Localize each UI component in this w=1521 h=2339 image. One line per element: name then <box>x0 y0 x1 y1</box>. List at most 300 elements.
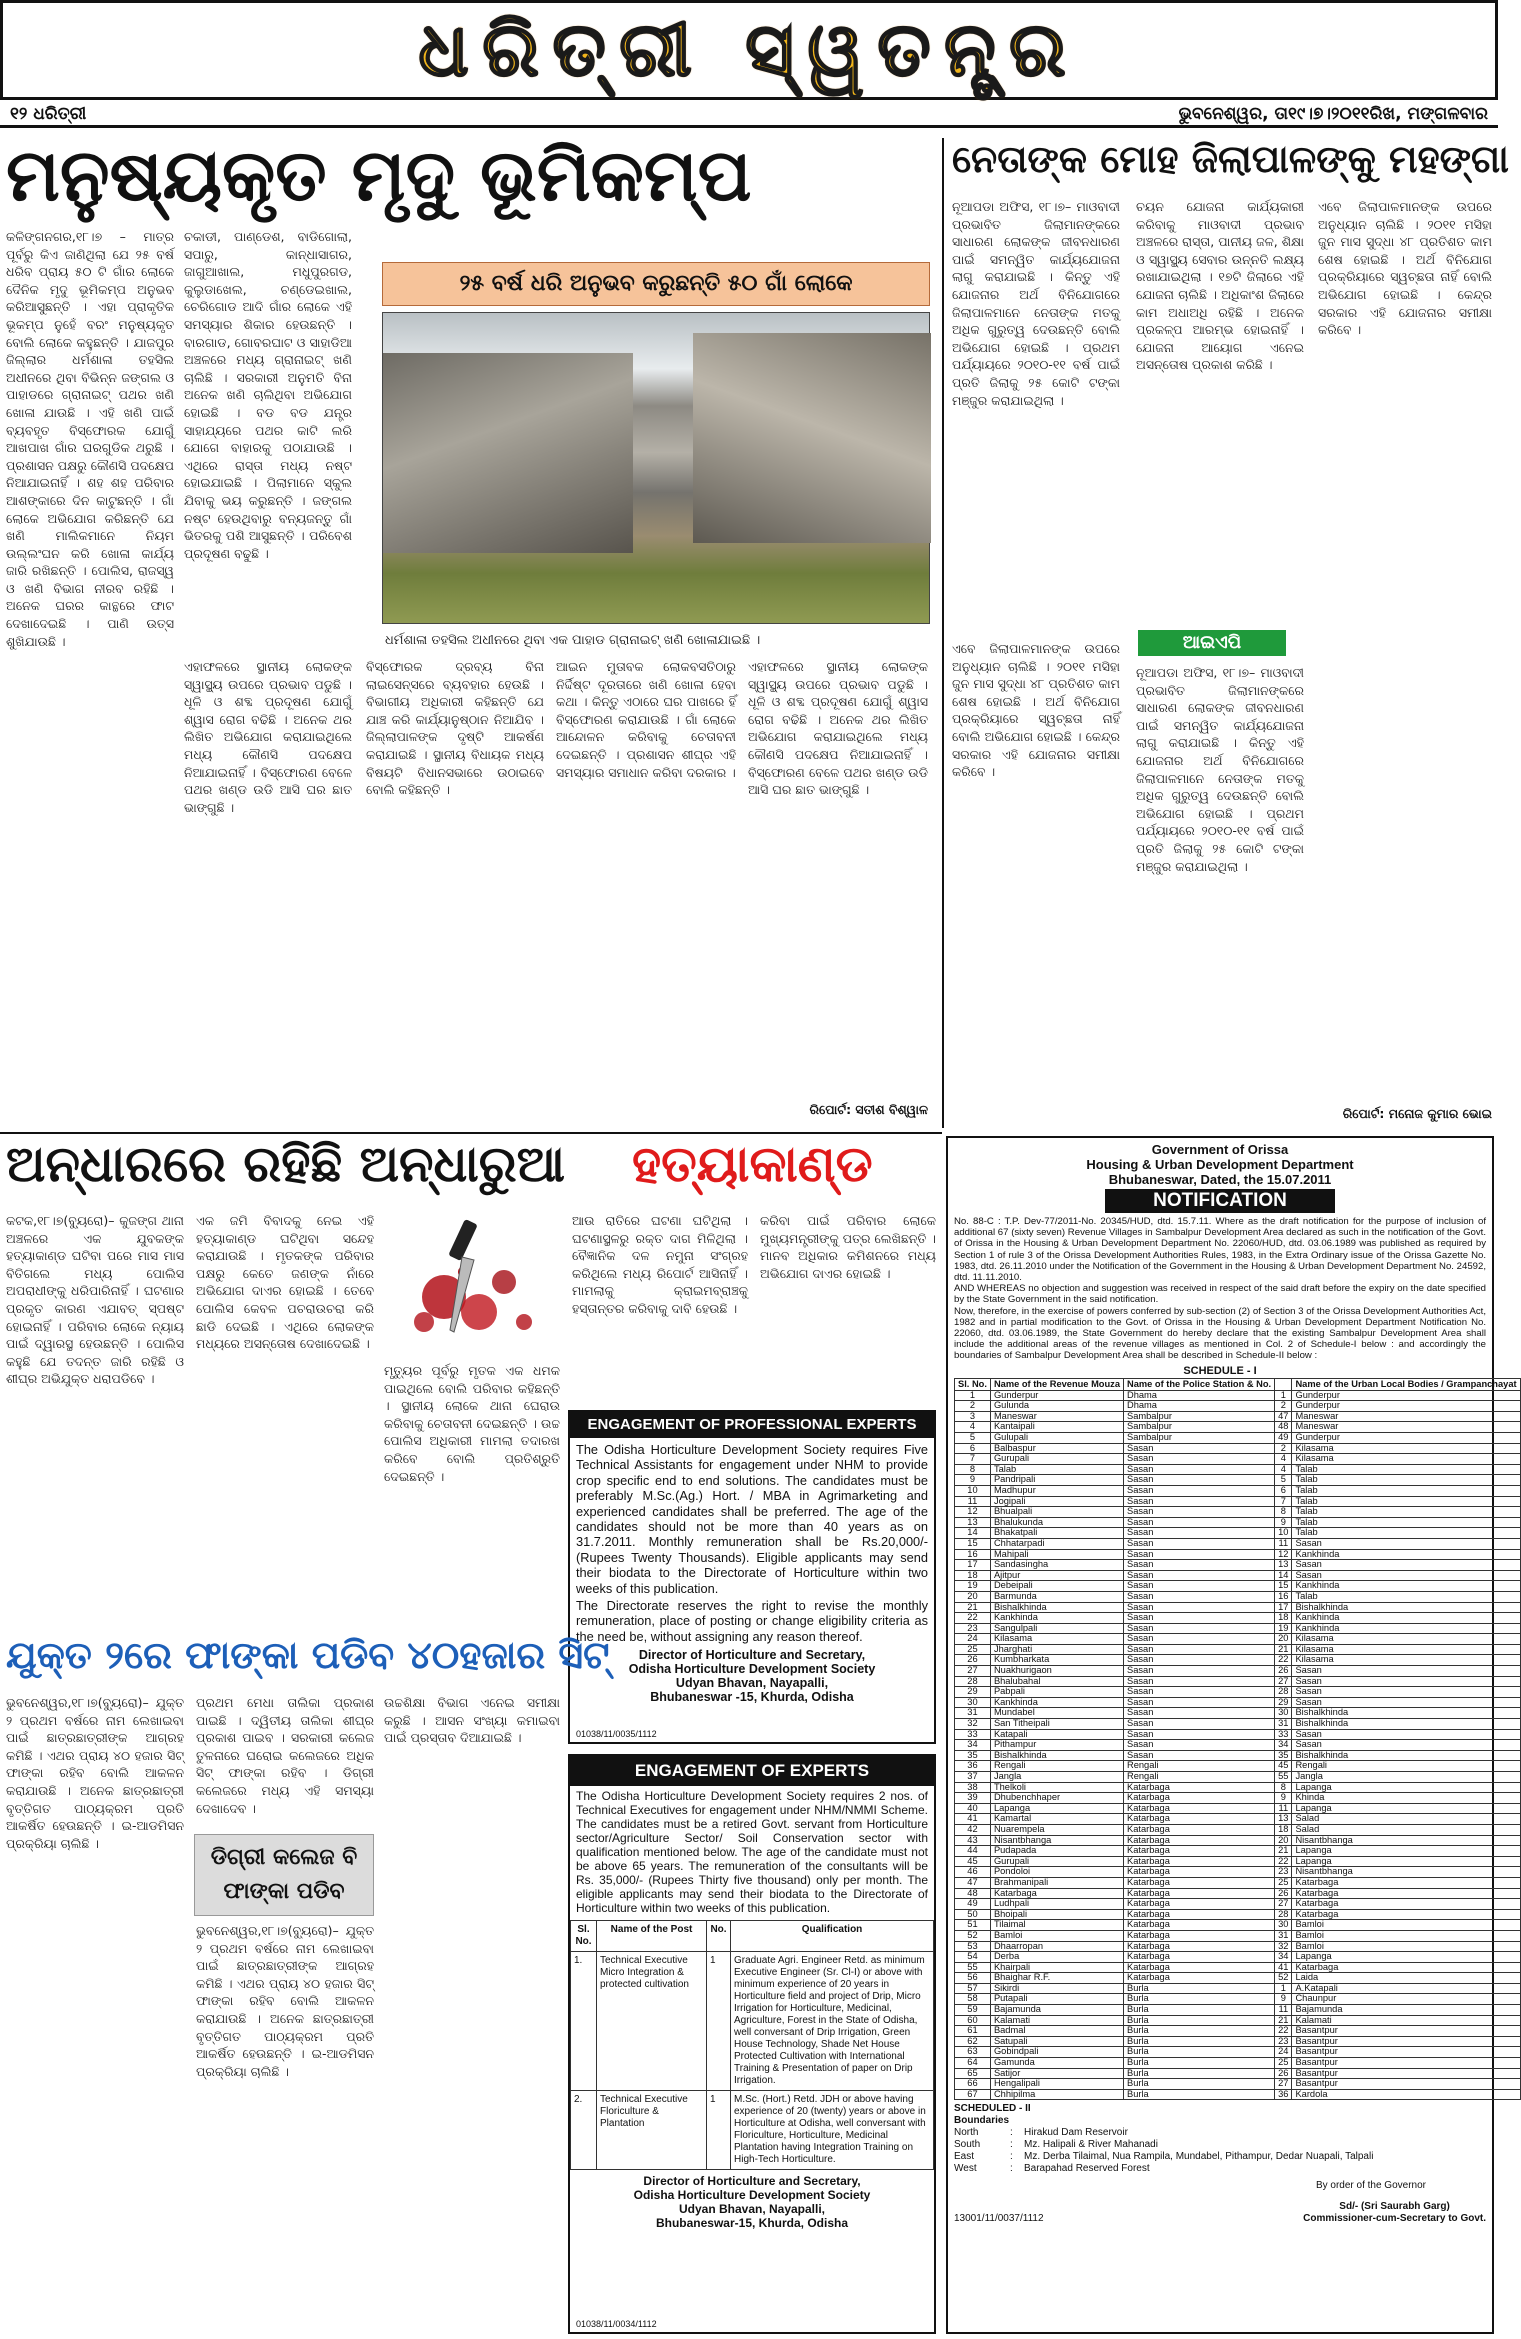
schedule-cell: 28 <box>1275 1909 1292 1920</box>
story4-subhead-box: ଡିଗ୍ରୀ କଲେଜ ବି ଫାଙ୍କା ପଡିବ <box>194 1834 374 1916</box>
schedule-cell: Dhaarropan <box>990 1941 1123 1952</box>
schedule-cell: Chhatarpadi <box>990 1538 1123 1549</box>
schedule-cell: Sasan <box>1124 1560 1275 1571</box>
schedule-cell: Burla <box>1124 2079 1275 2090</box>
schedule-cell: 67 <box>955 2089 991 2100</box>
schedule-cell: Burla <box>1124 1983 1275 1994</box>
schedule-cell: 21 <box>955 1602 991 1613</box>
schedule-cell: Kilasama <box>1292 1634 1520 1645</box>
schedule-cell: 4 <box>955 1422 991 1433</box>
schedule-cell: 53 <box>955 1941 991 1952</box>
schedule-cell: Bishalkhinda <box>990 1750 1123 1761</box>
schedule-cell: Jangla <box>1292 1772 1520 1783</box>
schedule-cell: 17 <box>1275 1602 1292 1613</box>
schedule-cell: Gunderpur <box>1292 1401 1520 1412</box>
schedule-cell: 65 <box>955 2068 991 2079</box>
story2-col3: ଏବେ ଜିଲାପାଳମାନଙ୍କ ଉପରେ ଅନୁଧ୍ୟାନ ଚାଲିଛି । ୨୦୧୧ ମସିହା ଜୁନ ମାସ ସୁଦ୍ଧା ୪୮ ପ୍ରତିଶତ କାମ ଶେଷ ହୋଇଛି । ଅର୍ଥ ବିନିଯୋଗ ପ୍ରକ୍ରିୟାରେ ସ୍ୱଚ୍ଛତା ନାହିଁ ବୋଲି ଅଭିଯୋଗ ହୋଇଛି । କେନ୍ଦ୍ର ସରକାର ଏହି ଯୋଜନାର ସମୀକ୍ଷା କରିବେ । <box>1318 199 1492 338</box>
schedule-row <box>955 1602 1521 1613</box>
schedule-cell: Sasan <box>1124 1666 1275 1677</box>
schedule-cell: Katarbaga <box>1124 1814 1275 1825</box>
schedule-row <box>955 1793 1521 1804</box>
schedule-cell: Sasan <box>1292 1560 1520 1571</box>
schedule-cell: Gobindpali <box>990 2047 1123 2058</box>
schedule-cell: Katarbaga <box>1124 1877 1275 1888</box>
schedule-cell: 27 <box>1275 1676 1292 1687</box>
schedule-cell: 45 <box>955 1856 991 1867</box>
schedule-cell: Lapanga <box>1292 1856 1520 1867</box>
schedule-cell: Sasan <box>1124 1549 1275 1560</box>
schedule-row <box>955 1485 1521 1496</box>
story4-col1: ଭୁବନେଶ୍ୱର,୧୮।୭(ବ୍ୟୁରୋ)– ଯୁକ୍ତ ୨ ପ୍ରଥମ ବର୍ଷରେ ନାମ ଲେଖାଇବା ପାଇଁ ଛାତ୍ରଛାତ୍ରୀଙ୍କ ଆଗ୍ରହ କମିଛି । ଏଥର ପ୍ରାୟ ୪୦ ହଜାର ସିଟ୍ ଫାଙ୍କା ରହିବ ବୋଲି ଆକଳନ କରାଯାଉଛି । ଅନେକ ଛାତ୍ରଛାତ୍ରୀ ବୃତ୍ତିଗତ ପାଠ୍ୟକ୍ରମ ପ୍ରତି ଆକର୍ଷିତ ହେଉଛନ୍ତି । ଇ-ଆଡମିସନ ପ୍ରକ୍ରିୟା ଚାଲିଛି । <box>6 1695 184 1851</box>
sched-th-mouza: Name of the Revenue Mouza <box>990 1378 1123 1390</box>
schedule-cell: Burla <box>1124 2047 1275 2058</box>
cell: Technical Executive Floriculture & Plantation <box>597 2091 707 2170</box>
schedule-cell: Jogipali <box>990 1496 1123 1507</box>
schedule-cell: 2 <box>955 1401 991 1412</box>
schedule-row <box>955 2079 1521 2090</box>
schedule-cell: Sambalpur <box>1124 1411 1275 1422</box>
schedule-cell: Katarbaga <box>1124 1952 1275 1963</box>
table-row <box>571 1952 934 2091</box>
schedule-title: SCHEDULE - I <box>1183 1364 1257 1377</box>
schedule-cell: Katarbaga <box>1124 1962 1275 1973</box>
schedule-cell: 8 <box>1275 1507 1292 1518</box>
schedule-cell: 23 <box>1275 2036 1292 2047</box>
schedule-cell: Sasan <box>1124 1708 1275 1719</box>
schedule-cell: Burla <box>1124 2058 1275 2069</box>
ad2-title: ENGAGEMENT OF EXPERTS <box>570 1756 934 1786</box>
schedule-cell: Sasan <box>1124 1676 1275 1687</box>
schedule-cell: 63 <box>955 2047 991 2058</box>
story2-col2: ଚୟନ ଯୋଜନା କାର୍ଯ୍ୟକାରୀ କରିବାକୁ ମାଓବାଦୀ ପ୍ରଭାବ ଅଞ୍ଚଳରେ ରାସ୍ତା, ପାନୀୟ ଜଳ, ଶିକ୍ଷା ଓ ସ୍ୱାସ୍ଥ୍ୟ ସେବାର ଉନ୍ନତି ଲକ୍ଷ୍ୟ ରଖାଯାଇଥିଲା । ୧୭ଟି ଜିଲାରେ ଏହି ଯୋଜନା ଚାଲିଛି । ଅଧିକାଂଶ ଜିଲାରେ କାମ ଅଧାଅଧି ରହିଛି । ଅନେକ ପ୍ରକଳ୍ପ ଆରମ୍ଭ ହୋଇନାହିଁ । ଯୋଜନା ଆୟୋଗ ଏନେଇ ଅସନ୍ତୋଷ ପ୍ରକାଶ କରିଛି । <box>1136 199 1304 373</box>
schedule-cell: 56 <box>955 1973 991 1984</box>
ad-experts <box>568 1754 936 2334</box>
notice-title: NOTIFICATION <box>1105 1189 1335 1213</box>
schedule-row <box>955 1538 1521 1549</box>
schedule-row <box>955 1634 1521 1645</box>
schedule-cell: Satijor <box>990 2068 1123 2079</box>
knife-illustration <box>384 1212 554 1357</box>
sched-th-ulb: Name of the Urban Local Bodies / Grampanchayat <box>1292 1378 1520 1390</box>
schedule-row <box>955 1962 1521 1973</box>
sched-th-ps: Name of the Police Station & No. <box>1124 1378 1275 1390</box>
schedule-row <box>955 1676 1521 1687</box>
schedule-cell: Dhubenchhaper <box>990 1793 1123 1804</box>
schedule-cell: Kardola <box>1292 2089 1520 2100</box>
schedule-cell: Ludhpali <box>990 1899 1123 1910</box>
schedule-row <box>955 1401 1521 1412</box>
schedule-row <box>955 1433 1521 1444</box>
schedule-cell: Basantpur <box>1292 2026 1520 2037</box>
schedule-cell: Gunderpur <box>1292 1433 1520 1444</box>
schedule-cell: 35 <box>1275 1750 1292 1761</box>
schedule-cell: Talab <box>1292 1485 1520 1496</box>
schedule-cell: Sasan <box>1124 1581 1275 1592</box>
schedule-cell: 36 <box>1275 2089 1292 2100</box>
story1-col5: ଏହାଫଳରେ ସ୍ଥାନୀୟ ଲୋକଙ୍କ ସ୍ୱାସ୍ଥ୍ୟ ଉପରେ ପ୍ରଭାବ ପଡୁଛି । ଧୂଳି ଓ ଶବ୍ଦ ପ୍ରଦୂଷଣ ଯୋଗୁଁ ଶ୍ୱାସ ରୋଗ ବଢିଛି । ଅନେକ ଥର ଲିଖିତ ଅଭିଯୋଗ କରାଯାଇଥିଲେ ମଧ୍ୟ କୌଣସି ପଦକ୍ଷେପ ନିଆଯାଇନାହିଁ । ବିସ୍ଫୋରଣ ବେଳେ ପଥର ଖଣ୍ଡ ଉଡି ଆସି ଘର ଛାତ ଭାଙ୍ଗୁଛି । <box>748 659 928 798</box>
schedule-cell: Katarbaga <box>1292 1888 1520 1899</box>
schedule-cell: Katarbaga <box>990 1888 1123 1899</box>
schedule-cell: Basantpur <box>1292 2079 1520 2090</box>
schedule-cell: Rengali <box>1124 1761 1275 1772</box>
schedule-cell: 51 <box>955 1920 991 1931</box>
schedule-cell: Sasan <box>1124 1697 1275 1708</box>
schedule-cell: Kalamati <box>1292 2015 1520 2026</box>
schedule-cell: Burla <box>1124 2005 1275 2016</box>
schedule-cell: 1 <box>1275 1983 1292 1994</box>
cell: Technical Executive Micro Integration & protected cultivation <box>597 1952 707 2091</box>
schedule-cell: 8 <box>955 1464 991 1475</box>
ad1-sig3: Udyan Bhavan, Nayapalli, <box>675 1676 829 1691</box>
schedule-cell: 18 <box>1275 1824 1292 1835</box>
schedule-cell: Sasan <box>1124 1454 1275 1465</box>
schedule-cell: 4 <box>1275 1454 1292 1465</box>
ad1-code: 01038/11/0035/1112 <box>576 1729 657 1739</box>
schedule-cell: 1 <box>1275 1390 1292 1401</box>
schedule-cell: 23 <box>955 1623 991 1634</box>
schedule-cell: Sasan <box>1124 1517 1275 1528</box>
story1-kicker: ୨୫ ବର୍ଷ ଧରି ଅନୁଭବ କରୁଛନ୍ତି ୫୦ ଗାଁ ଲୋକେ <box>382 262 930 306</box>
schedule-cell: Kankhinda <box>990 1613 1123 1624</box>
schedule-cell: Bhalukunda <box>990 1517 1123 1528</box>
schedule-cell: Gamunda <box>990 2058 1123 2069</box>
schedule-cell: 30 <box>955 1697 991 1708</box>
schedule-cell: 2 <box>1275 1401 1292 1412</box>
story1-col4: ଆଇନ ମୁତାବକ ଲୋକବସତିଠାରୁ ନିର୍ଦ୍ଦିଷ୍ଟ ଦୂରତାରେ ଖଣି ଖୋଳା ହେବା କଥା । କିନ୍ତୁ ଏଠାରେ ଘର ପାଖରେ ହିଁ ବିସ୍ଫୋରଣ କରାଯାଉଛି । ଗାଁ ଲୋକେ ଆନ୍ଦୋଳନ କରିବାକୁ ଚେତାବନୀ ଦେଇଛନ୍ତି । ପ୍ରଶାସନ ଶୀଘ୍ର ଏହି ସମସ୍ୟାର ସମାଧାନ କରିବା ଦରକାର । <box>556 659 736 780</box>
schedule-cell: 2 <box>1275 1443 1292 1454</box>
schedule-cell: Kilasama <box>1292 1443 1520 1454</box>
boundary-row: South : Mz. Halipali & River Mahanadi <box>954 2139 1158 2151</box>
schedule-row <box>955 1581 1521 1592</box>
schedule-cell: Katarbaga <box>1124 1930 1275 1941</box>
schedule-row <box>955 1994 1521 2005</box>
schedule-cell: Bamloi <box>1292 1930 1520 1941</box>
schedule-cell: Bhoipali <box>990 1909 1123 1920</box>
notice-dept: Housing & Urban Development Department <box>1086 1157 1354 1172</box>
schedule-row <box>955 1623 1521 1634</box>
schedule-row <box>955 1655 1521 1666</box>
schedule-cell: 48 <box>1275 1422 1292 1433</box>
schedule-row <box>955 1856 1521 1867</box>
schedule-cell: Nisantbhanga <box>1292 1867 1520 1878</box>
schedule-cell: Sasan <box>1124 1655 1275 1666</box>
schedule-cell: 22 <box>1275 1856 1292 1867</box>
schedule-cell: Satupali <box>990 2036 1123 2047</box>
schedule-cell: Sasan <box>1292 1687 1520 1698</box>
story1-col2b: ଏହାଫଳରେ ସ୍ଥାନୀୟ ଲୋକଙ୍କ ସ୍ୱାସ୍ଥ୍ୟ ଉପରେ ପ୍ରଭାବ ପଡୁଛି । ଧୂଳି ଓ ଶବ୍ଦ ପ୍ରଦୂଷଣ ଯୋଗୁଁ ଶ୍ୱାସ ରୋଗ ବଢିଛି । ଅନେକ ଥର ଲିଖିତ ଅଭିଯୋଗ କରାଯାଇଥିଲେ ମଧ୍ୟ କୌଣସି ପଦକ୍ଷେପ ନିଆଯାଇନାହିଁ । ବିସ୍ଫୋରଣ ବେଳେ ପଥର ଖଣ୍ଡ ଉଡି ଆସି ଘର ଛାତ ଭାଙ୍ଗୁଛି । <box>184 659 352 815</box>
boundary-value: Hirakud Dam Reservoir <box>1024 2127 1128 2139</box>
schedule-row <box>955 2036 1521 2047</box>
schedule-cell: Maneswar <box>990 1411 1123 1422</box>
schedule-row <box>955 1835 1521 1846</box>
schedule-row <box>955 2026 1521 2037</box>
schedule-cell: 37 <box>955 1772 991 1783</box>
ad1-sig4: Bhubaneswar -15, Khurda, Odisha <box>650 1690 854 1705</box>
schedule-cell: 23 <box>1275 1867 1292 1878</box>
schedule-cell: Sasan <box>1124 1729 1275 1740</box>
story3-col4: ଆଉ ରାତିରେ ଘଟଣା ଘଟିଥିଲା । ଘଟଣାସ୍ଥଳରୁ ରକ୍ତ ଦାଗ ମିଳିଥିଲା । ବୈଜ୍ଞାନିକ ଦଳ ନମୁନା ସଂଗ୍ରହ କରିଥିଲେ ମଧ୍ୟ ରିପୋର୍ଟ ଆସିନାହିଁ । ମାମଲାକୁ କ୍ରାଇମବ୍ରାଞ୍ଚକୁ ହସ୍ତାନ୍ତର କରିବାକୁ ଦାବି ହେଉଛି । <box>572 1213 748 1316</box>
schedule-cell: Lapanga <box>1292 1846 1520 1857</box>
schedule-cell: Sasan <box>1124 1496 1275 1507</box>
schedule-cell: Dhama <box>1124 1401 1275 1412</box>
story1-byline: ରିପୋର୍ଟ: ସତୀଶ ବିଶ୍ୱାଳ <box>809 1102 928 1117</box>
notice-gov: Government of Orissa <box>1151 1142 1289 1157</box>
schedule-row <box>955 1411 1521 1422</box>
schedule-cell: Rengali <box>1124 1772 1275 1783</box>
schedule-cell: 15 <box>1275 1581 1292 1592</box>
schedule-cell: Gurupali <box>990 1856 1123 1867</box>
schedule-cell: 14 <box>955 1528 991 1539</box>
schedule-cell: Sasan <box>1292 1666 1520 1677</box>
blood-knife-icon <box>384 1212 554 1357</box>
boundary-direction: East <box>954 2151 975 2163</box>
schedule-cell: 66 <box>955 2079 991 2090</box>
schedule-cell: Katarbaga <box>1124 1899 1275 1910</box>
schedule-cell: 20 <box>1275 1634 1292 1645</box>
schedule-cell: Mahipali <box>990 1549 1123 1560</box>
schedule-cell: Sasan <box>1124 1443 1275 1454</box>
schedule-cell: Lapanga <box>1292 1952 1520 1963</box>
schedule-cell: Sasan <box>1124 1740 1275 1751</box>
schedule-cell: 5 <box>1275 1475 1292 1486</box>
schedule-cell: 45 <box>1275 1761 1292 1772</box>
schedule-cell: Kilasama <box>1292 1454 1520 1465</box>
schedule-cell: 25 <box>955 1644 991 1655</box>
cell: Graduate Agri. Engineer Retd. as minimum Executive Engineer (Sr. Cl-I) or above with minimum experience of 20 years in Horticulture field and project of Drip, Micro Irrigation for Horticulture, Medicinal, Agriculture, Forest in the State of Odisha, well conversant of Drip Irrigation, Green House Technology, Shade Net House Protected Cultivation with International Training & Presentation of paper on Drip Irrigation. <box>731 1952 934 2091</box>
schedule-cell: 36 <box>955 1761 991 1772</box>
boundary-direction: West <box>954 2163 977 2175</box>
schedule-cell: 9 <box>1275 1994 1292 2005</box>
cell: 1 <box>707 2091 731 2170</box>
schedule-cell: 29 <box>1275 1697 1292 1708</box>
schedule-row <box>955 2047 1521 2058</box>
schedule-row <box>955 1909 1521 1920</box>
schedule-cell: Gulunda <box>990 1401 1123 1412</box>
schedule-cell: Katarbaga <box>1292 1899 1520 1910</box>
story3-headline: ଅନ୍ଧାରରେ ରହିଛି ଅନ୍ଧାରୁଆ <box>6 1135 566 1193</box>
schedule-cell: 31 <box>1275 1719 1292 1730</box>
cell: 1. <box>571 1952 597 2091</box>
notice-code: 13001/11/0037/1112 <box>954 2213 1044 2225</box>
ad-professional-experts <box>568 1410 936 1744</box>
schedule-cell: Gulupali <box>990 1433 1123 1444</box>
schedule-cell: Katarbaga <box>1124 1867 1275 1878</box>
schedule-cell: 60 <box>955 2015 991 2026</box>
photo-caption: ଧର୍ମଶାଳା ତହସିଲ ଅଧୀନରେ ଥିବା ଏକ ପାହାଡ ଗ୍ରାନାଇଟ୍ ଖଣି ଖୋଳାଯାଇଛି । <box>385 633 761 648</box>
schedule-cell: 8 <box>1275 1782 1292 1793</box>
schedule-cell: Tilaimal <box>990 1920 1123 1931</box>
schedule-cell: 25 <box>1275 1877 1292 1888</box>
schedule-cell: Bhaighar R.F. <box>990 1973 1123 1984</box>
schedule-row <box>955 1454 1521 1465</box>
schedule-cell: 58 <box>955 1994 991 2005</box>
schedule-row <box>955 1528 1521 1539</box>
schedule-cell: 9 <box>1275 1517 1292 1528</box>
boundary-row: East : Mz. Derba Tilaimal, Nua Rampila, Mundabel, Pithampur, Dedar Nuapali, Talpali <box>954 2151 1374 2163</box>
schedule-cell: Ajitpur <box>990 1570 1123 1581</box>
schedule-cell: Sasan <box>1124 1528 1275 1539</box>
schedule-cell: Sambalpur <box>1124 1422 1275 1433</box>
schedule-row <box>955 2089 1521 2100</box>
schedule-cell: 10 <box>955 1485 991 1496</box>
schedule-row <box>955 1761 1521 1772</box>
schedule-cell: 7 <box>955 1454 991 1465</box>
schedule-cell: 57 <box>955 1983 991 1994</box>
schedule-cell: Dhama <box>1124 1390 1275 1401</box>
ad1-title: ENGAGEMENT OF PROFESSIONAL EXPERTS <box>570 1412 934 1438</box>
schedule-row <box>955 1729 1521 1740</box>
schedule-cell: Pudapada <box>990 1846 1123 1857</box>
schedule-cell: Laida <box>1292 1973 1520 1984</box>
schedule-cell: Sasan <box>1124 1719 1275 1730</box>
schedule-cell: Sasan <box>1124 1687 1275 1698</box>
schedule-cell: Salad <box>1292 1814 1520 1825</box>
schedule-cell: 40 <box>955 1803 991 1814</box>
schedule-cell: A.Katapali <box>1292 1983 1520 1994</box>
story3-col1: କଟକ,୧୮।୭(ବ୍ୟୁରୋ)– କୁଜଙ୍ଗ ଥାନା ଅଞ୍ଚଳରେ ଏକ ଯୁବକଙ୍କ ହତ୍ୟାକାଣ୍ଡ ଘଟିବା ପରେ ମାସ ମାସ ବିତିଗଲେ ମଧ୍ୟ ପୋଲିସ ଅପରାଧୀଙ୍କୁ ଧରିପାରିନାହିଁ । ଘଟଣାର ପ୍ରକୃତ କାରଣ ଏଯାବତ୍ ସ୍ପଷ୍ଟ ହୋଇନାହିଁ । ପରିବାର ଲୋକେ ନ୍ୟାୟ ପାଇଁ ଦ୍ୱାରସ୍ଥ ହେଉଛନ୍ତି । ପୋଲିସ କହୁଛି ଯେ ତଦନ୍ତ ଜାରି ରହିଛି ଓ ଶୀଘ୍ର ଅଭିଯୁକ୍ତ ଧରାପଡିବେ । <box>6 1213 184 1387</box>
schedule-cell: 26 <box>955 1655 991 1666</box>
table-row <box>571 2091 934 2170</box>
schedule-cell: Bishalkhinda <box>1292 1602 1520 1613</box>
schedule-cell: 6 <box>955 1443 991 1454</box>
schedule-cell: 21 <box>1275 2015 1292 2026</box>
schedule-cell: 13 <box>1275 1560 1292 1571</box>
schedule-cell: 46 <box>955 1867 991 1878</box>
schedule-cell: 6 <box>1275 1485 1292 1496</box>
schedule-table <box>954 1378 1521 2101</box>
schedule-cell: Sasan <box>1124 1602 1275 1613</box>
cell: 1 <box>707 1952 731 2091</box>
schedule-cell: Sasan <box>1124 1507 1275 1518</box>
schedule-cell: 12 <box>1275 1549 1292 1560</box>
schedule-cell: Sasan <box>1124 1591 1275 1602</box>
ad1-body2: The Directorate reserves the right to revise the monthly remuneration, place of posting or change eligibility criteria as the need be, without assigning any reason thereof. <box>576 1598 928 1644</box>
schedule-cell: Katarbaga <box>1124 1824 1275 1835</box>
schedule-cell: 22 <box>1275 1655 1292 1666</box>
schedule-cell: 16 <box>955 1549 991 1560</box>
schedule-row <box>955 1772 1521 1783</box>
schedule-cell: Katarbaga <box>1124 1793 1275 1804</box>
schedule-cell: Debeipali <box>990 1581 1123 1592</box>
schedule-cell: 28 <box>955 1676 991 1687</box>
schedule-cell: 17 <box>955 1560 991 1571</box>
masthead-title: ଧରିତ୍ରୀ ସ୍ୱତନ୍ତ୍ର <box>418 6 1080 93</box>
story1-col3: ବିସ୍ଫୋରକ ଦ୍ରବ୍ୟ ବିନା ଲାଇସେନ୍ସରେ ବ୍ୟବହାର ହେଉଛି । ବିଭାଗୀୟ ଅଧିକାରୀ କହିଛନ୍ତି ଯେ ଯାଞ୍ଚ କରି କାର୍ଯ୍ୟାନୁଷ୍ଠାନ ନିଆଯିବ । ଜିଲ୍ଲାପାଳଙ୍କ ଦୃଷ୍ଟି ଆକର୍ଷଣ କରାଯାଇଛି । ସ୍ଥାନୀୟ ବିଧାୟକ ମଧ୍ୟ ବିଷୟଟି ବିଧାନସଭାରେ ଉଠାଇବେ ବୋଲି କହିଛନ୍ତି । <box>366 659 544 798</box>
ad1-sig2: Odisha Horticulture Development Society <box>628 1662 876 1677</box>
schedule-cell: 42 <box>955 1824 991 1835</box>
schedule-cell: 11 <box>1275 1803 1292 1814</box>
schedule-cell: 18 <box>1275 1613 1292 1624</box>
schedule-row <box>955 1941 1521 1952</box>
schedule-row <box>955 1422 1521 1433</box>
schedule-cell: 15 <box>955 1538 991 1549</box>
schedule-cell: 16 <box>1275 1591 1292 1602</box>
schedule-cell: Bhalubahal <box>990 1676 1123 1687</box>
schedule-cell: Kankhinda <box>990 1697 1123 1708</box>
schedule-cell: Rengali <box>1292 1761 1520 1772</box>
schedule-cell: San Titheipali <box>990 1719 1123 1730</box>
schedule-row <box>955 1973 1521 1984</box>
story3-col2: ଏକ ଜମି ବିବାଦକୁ ନେଇ ଏହି ହତ୍ୟାକାଣ୍ଡ ଘଟିଥିବା ସନ୍ଦେହ କରାଯାଉଛି । ମୃତକଙ୍କ ପରିବାର ପକ୍ଷରୁ କେତେ ଜଣଙ୍କ ନାଁରେ ଅଭିଯୋଗ ଦାଏର ହୋଇଛି । ତେବେ ପୋଲିସ କେବଳ ପଚରାଉଚରା କରି ଛାଡି ଦେଇଛି । ଏଥିରେ ଲୋକଙ୍କ ମଧ୍ୟରେ ଅସନ୍ତୋଷ ଦେଖାଦେଇଛି । <box>196 1213 374 1352</box>
schedule-cell: Sasan <box>1292 1740 1520 1751</box>
schedule-cell: 47 <box>1275 1411 1292 1422</box>
schedule-cell: Gunderpur <box>990 1390 1123 1401</box>
notice-body2: AND WHEREAS no objection and suggestion was received in respect of the said draft before the expiry on the date specified by the State Government in the said notification. <box>954 1283 1486 1306</box>
schedule-cell: 28 <box>1275 1687 1292 1698</box>
schedule2-title: SCHEDULED - II <box>954 2103 1031 2115</box>
schedule-cell: 11 <box>1275 1538 1292 1549</box>
schedule-cell: Talab <box>1292 1496 1520 1507</box>
ad1-sig1: Director of Horticulture and Secretary, <box>638 1648 866 1663</box>
dateline <box>0 102 1498 128</box>
schedule-cell: Sasan <box>1292 1697 1520 1708</box>
story3-col3: ମୃତ୍ୟୁର ପୂର୍ବରୁ ମୃତକ ଏକ ଧମକ ପାଇଥିଲେ ବୋଲି ପରିବାର କହିଛନ୍ତି । ସ୍ଥାନୀୟ ଲୋକେ ଥାନା ଘେରାଉ କରିବାକୁ ଚେତାବନୀ ଦେଇଛନ୍ତି । ଉଚ୍ଚ ପୋଲିସ ଅଧିକାରୀ ମାମଲା ତଦାରଖ କରିବେ ବୋଲି ପ୍ରତିଶ୍ରୁତି ଦେଇଛନ୍ତି । <box>384 1363 560 1484</box>
ad2-th-qual: Qualification <box>731 1921 934 1952</box>
schedule-cell: 22 <box>955 1613 991 1624</box>
schedule-cell: Kankhinda <box>1292 1581 1520 1592</box>
schedule-cell: 29 <box>955 1687 991 1698</box>
schedule-row <box>955 2058 1521 2069</box>
schedule-cell: 18 <box>955 1570 991 1581</box>
schedule-cell: Putapali <box>990 1994 1123 2005</box>
schedule-cell: Lapanga <box>990 1803 1123 1814</box>
schedule-cell: Rengali <box>990 1761 1123 1772</box>
schedule-cell: 31 <box>1275 1930 1292 1941</box>
schedule-row <box>955 1570 1521 1581</box>
schedule-cell: Bishalkhinda <box>1292 1750 1520 1761</box>
boundaries-list <box>954 2127 1486 2175</box>
schedule-cell: Hengalipali <box>990 2079 1123 2090</box>
schedule-row <box>955 1666 1521 1677</box>
schedule-cell: 34 <box>955 1740 991 1751</box>
schedule-cell: Basantpur <box>1292 2036 1520 2047</box>
quarry-photo <box>382 312 930 624</box>
schedule-cell: Basantpur <box>1292 2047 1520 2058</box>
schedule-cell: 7 <box>1275 1496 1292 1507</box>
schedule-cell: 4 <box>1275 1464 1292 1475</box>
schedule-cell: 27 <box>1275 2079 1292 2090</box>
schedule-cell: 12 <box>955 1507 991 1518</box>
schedule-row <box>955 1507 1521 1518</box>
schedule-cell: Bajamunda <box>1292 2005 1520 2016</box>
schedule-row <box>955 1952 1521 1963</box>
schedule-cell: 3 <box>955 1411 991 1422</box>
schedule-cell: Talab <box>990 1464 1123 1475</box>
schedule-cell: 13 <box>1275 1814 1292 1825</box>
schedule-cell: 30 <box>1275 1920 1292 1931</box>
schedule-cell: Burla <box>1124 2015 1275 2026</box>
schedule-cell: Nuarempela <box>990 1824 1123 1835</box>
schedule-cell: Burla <box>1124 1994 1275 2005</box>
column-divider <box>942 138 944 1128</box>
schedule-row <box>955 1708 1521 1719</box>
schedule-cell: 54 <box>955 1952 991 1963</box>
story2-col1b: ଏବେ ଜିଲାପାଳମାନଙ୍କ ଉପରେ ଅନୁଧ୍ୟାନ ଚାଲିଛି । ୨୦୧୧ ମସିହା ଜୁନ ମାସ ସୁଦ୍ଧା ୪୮ ପ୍ରତିଶତ କାମ ଶେଷ ହୋଇଛି । ଅର୍ଥ ବିନିଯୋଗ ପ୍ରକ୍ରିୟାରେ ସ୍ୱଚ୍ଛତା ନାହିଁ ବୋଲି ଅଭିଯୋଗ ହୋଇଛି । କେନ୍ଦ୍ର ସରକାର ଏହି ଯୋଜନାର ସମୀକ୍ଷା କରିବେ । <box>952 641 1120 780</box>
schedule-cell: Thelkoli <box>990 1782 1123 1793</box>
schedule-cell: Sasan <box>1124 1475 1275 1486</box>
schedule-cell: Kantaipali <box>990 1422 1123 1433</box>
schedule-cell: 64 <box>955 2058 991 2069</box>
schedule-row <box>955 1390 1521 1401</box>
schedule-row <box>955 2068 1521 2079</box>
schedule-cell: 47 <box>955 1877 991 1888</box>
schedule-cell: Sasan <box>1292 1676 1520 1687</box>
schedule-cell: Katarbaga <box>1124 1909 1275 1920</box>
schedule-cell: Katarbaga <box>1124 1782 1275 1793</box>
schedule-cell: Bhualpali <box>990 1507 1123 1518</box>
schedule-cell: 48 <box>955 1888 991 1899</box>
schedule-cell: Sangulpali <box>990 1623 1123 1634</box>
